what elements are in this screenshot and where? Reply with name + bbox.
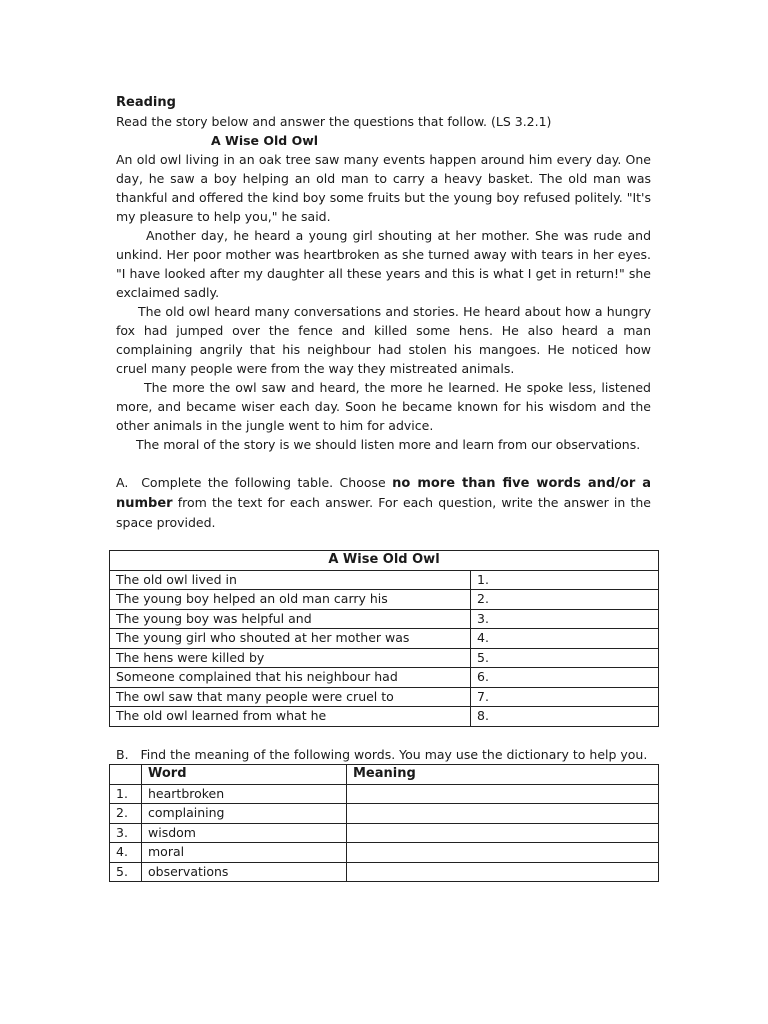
vocab-number: 5.: [110, 862, 142, 882]
story-paragraph-1: An old owl living in an oak tree saw many events happen around him every day. One day, he saw a boy helping an old man to carry a heavy basket. The old man was thankful and offered the kind boy some fruits but the young boy refused politely. "It's my pleasure to help you," he said.: [116, 152, 651, 224]
table-row: [110, 687, 659, 707]
answer-table-body: [110, 570, 659, 726]
part-b-text: Find the meaning of the following words. You may use the dictionary to help you.: [140, 747, 648, 762]
vocab-number: 1.: [110, 784, 142, 804]
question-prompt: The old owl learned from what he: [110, 707, 471, 727]
table-row: [110, 804, 659, 824]
vocab-number: 2.: [110, 804, 142, 824]
table-row: [110, 668, 659, 688]
vocab-meaning-cell[interactable]: [347, 843, 659, 863]
answer-cell[interactable]: 7.: [471, 687, 659, 707]
table-row: [110, 862, 659, 882]
table-row: [110, 629, 659, 649]
vocab-word: observations: [142, 862, 347, 882]
part-b-instructions: [116, 745, 647, 764]
table-row: [110, 590, 659, 610]
table-row: [110, 609, 659, 629]
story-paragraph-5: The moral of the story is we should listen more and learn from our observations.: [136, 437, 641, 452]
vocab-word: complaining: [142, 804, 347, 824]
question-prompt: The young boy was helpful and: [110, 609, 471, 629]
table-row: [110, 823, 659, 843]
question-prompt: Someone complained that his neighbour had: [110, 668, 471, 688]
table-row: [110, 784, 659, 804]
part-a-text-before: Complete the following table. Choose: [141, 475, 386, 490]
question-prompt: The young boy helped an old man carry his: [110, 590, 471, 610]
answer-table: [109, 550, 659, 727]
story-paragraph-4: The more the owl saw and heard, the more he learned. He spoke less, listened more, and became wiser each day. Soon he became known for his wisdom and the other animals in the jungle went to him for advice.: [116, 380, 651, 433]
vocab-number: 3.: [110, 823, 142, 843]
answer-cell[interactable]: 5.: [471, 648, 659, 668]
story-paragraph-2: Another day, he heard a young girl shouting at her mother. She was rude and unkind. Her poor mother was heartbroken as she turned away with tears in her eyes. "I have looked after my daughter all these years and this is what I get in return!" she exclaimed sadly.: [116, 228, 651, 300]
answer-cell[interactable]: 4.: [471, 629, 659, 649]
table-row: [110, 707, 659, 727]
answer-cell[interactable]: 3.: [471, 609, 659, 629]
answer-table-title: A Wise Old Owl: [110, 551, 659, 571]
vocab-meaning-cell[interactable]: [347, 784, 659, 804]
part-a-bold-text: no more than five words and/or a number: [116, 476, 652, 511]
spacer: [116, 454, 651, 473]
vocab-meaning-cell[interactable]: [347, 823, 659, 843]
story-paragraph-3: The old owl heard many conversations and stories. He heard about how a hungry fox had jumped over the fence and killed some hens. He also heard a man complaining angrily that his neighbour had stolen his mangoes. He noticed how cruel many people were from the way they mistreated animals.: [116, 304, 651, 376]
table-row: [110, 843, 659, 863]
part-a-label: A.: [116, 475, 129, 490]
vocab-word: moral: [142, 843, 347, 863]
section-heading: Reading: [116, 95, 176, 110]
vocabulary-table-body: [110, 784, 659, 882]
answer-cell[interactable]: 6.: [471, 668, 659, 688]
question-prompt: The hens were killed by: [110, 648, 471, 668]
answer-cell[interactable]: 2.: [471, 590, 659, 610]
vocab-meaning-cell[interactable]: [347, 804, 659, 824]
question-prompt: The owl saw that many people were cruel to: [110, 687, 471, 707]
vocab-word: wisdom: [142, 823, 347, 843]
vocab-word-header: Word: [142, 765, 347, 785]
reading-content: [116, 94, 651, 532]
instructions: Read the story below and answer the questions that follow. (LS 3.2.1): [116, 114, 552, 129]
story-title: A Wise Old Owl: [211, 133, 319, 148]
part-b-label: B.: [116, 747, 129, 762]
part-a-text-after: from the text for each answer. For each question, write the answer in the space provided.: [116, 495, 651, 530]
vocab-number-header: [110, 765, 142, 785]
vocab-word: heartbroken: [142, 784, 347, 804]
question-prompt: The old owl lived in: [110, 570, 471, 590]
vocabulary-table: [109, 764, 659, 882]
question-prompt: The young girl who shouted at her mother was: [110, 629, 471, 649]
vocab-number: 4.: [110, 843, 142, 863]
answer-cell[interactable]: 8.: [471, 707, 659, 727]
table-row: [110, 648, 659, 668]
part-a-instructions: [116, 473, 651, 532]
answer-cell[interactable]: 1.: [471, 570, 659, 590]
vocab-meaning-cell[interactable]: [347, 862, 659, 882]
vocab-meaning-header: Meaning: [347, 765, 659, 785]
table-row: [110, 570, 659, 590]
